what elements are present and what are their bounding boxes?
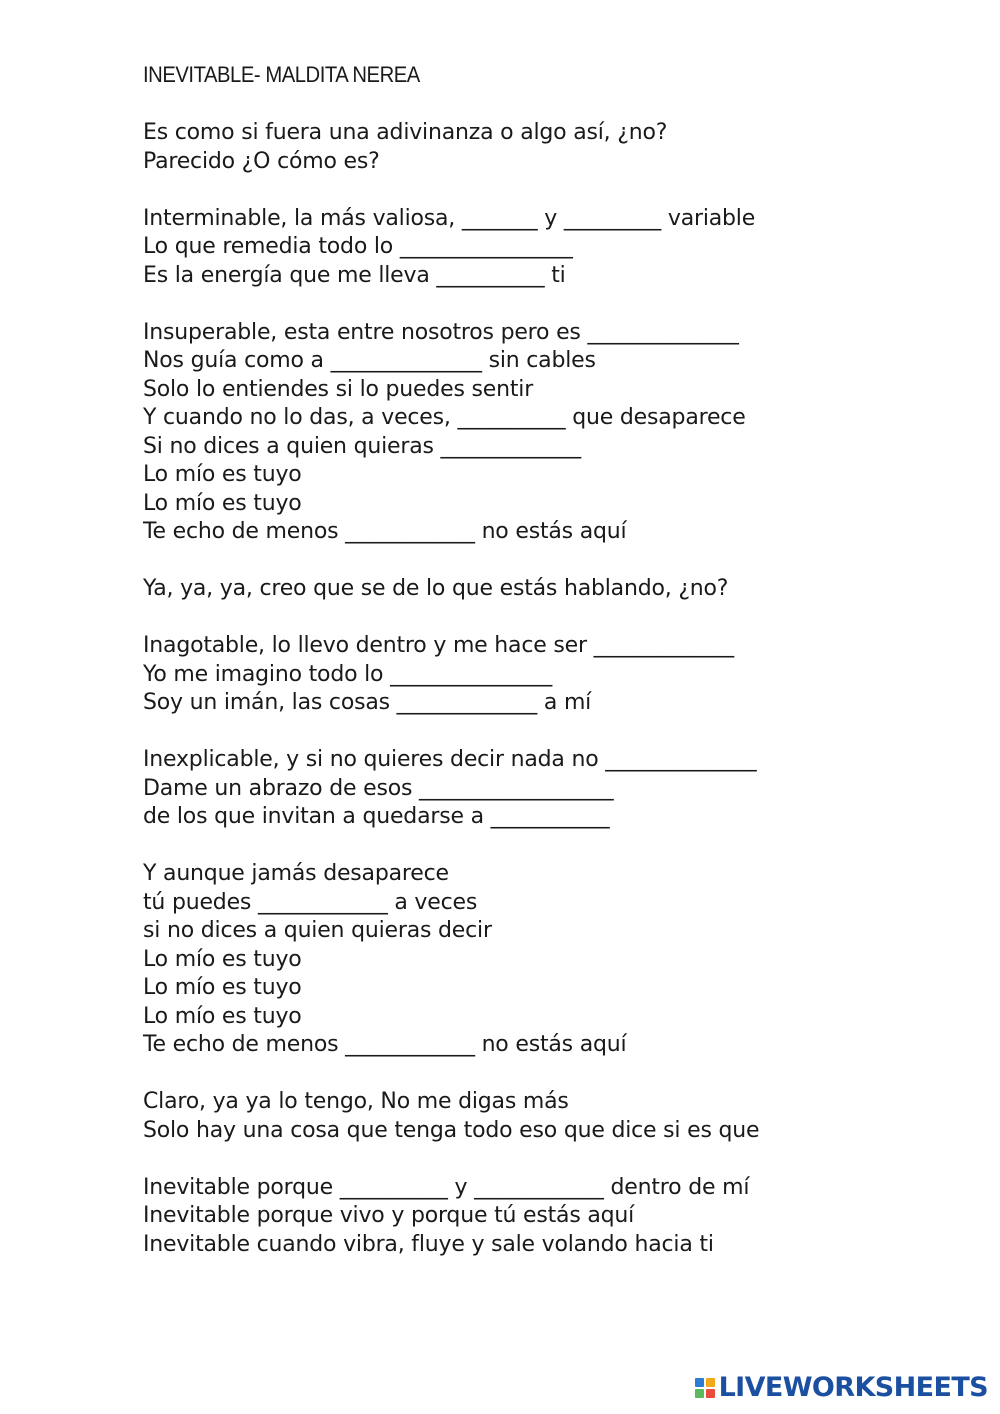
stanza [143,746,963,832]
logo-square [695,1389,704,1398]
lyric-line: Nos guía como a ______________ sin cables [143,348,596,373]
lyric-line: Si no dices a quien quieras _____________ [143,433,581,459]
lyric-line: Lo mío es tuyo [143,462,302,487]
lyric-line: Lo mío es tuyo [143,490,302,516]
lyric-line: Inevitable cuando vibra, fluye y sale volando hacia ti [143,1231,714,1257]
stanza [143,1088,963,1145]
lyric-line: Lo mío es tuyo [143,1003,302,1029]
lyric-line: Solo lo entiendes si lo puedes sentir [143,376,534,402]
liveworksheets-grid-icon [695,1378,715,1398]
lyric-line: Claro, ya ya lo tengo, No me digas más [143,1089,569,1114]
logo-square [695,1378,704,1387]
lyric-line: Y cuando no lo das, a veces, __________ que desaparece [143,405,746,430]
stanza [143,575,963,604]
lyric-line: Lo que remedia todo lo ________________ [143,234,573,259]
lyric-line: Soy un imán, las cosas _____________ a mí [143,690,592,715]
lyric-line: Lo mío es tuyo [143,975,302,1000]
lyric-line: tú puedes ____________ a veces [143,889,478,915]
stanza [143,1174,963,1260]
lyric-line: Yo me imagino todo lo _______________ [143,661,553,687]
stanza [143,119,963,176]
lyric-line: Y aunque jamás desaparece [143,861,449,886]
lyric-line: Interminable, la más valiosa, _______ y _________ variable [143,205,756,231]
stanza [143,205,963,291]
logo-square [706,1389,715,1398]
stanza [143,632,963,718]
lyric-line: Inagotable, lo llevo dentro y me hace ser _____________ [143,633,734,658]
lyric-line: Inexplicable, y si no quieres decir nada no ______________ [143,747,757,772]
song-title: INEVITABLE- MALDITA NEREA [143,62,420,87]
lyric-line: Te echo de menos ____________ no estás aquí [143,519,627,544]
lyrics-body [143,119,963,1288]
lyric-line: si no dices a quien quieras decir [143,918,492,943]
lyric-line: Dame un abrazo de esos __________________ [143,775,614,801]
lyric-line: Es la energía que me lleva __________ ti [143,262,566,288]
stanza [143,319,963,547]
liveworksheets-logo[interactable] [695,1372,988,1403]
lyric-line: de los que invitan a quedarse a ___________ [143,804,610,829]
lyric-line: Insuperable, esta entre nosotros pero es ______________ [143,319,739,345]
logo-square [706,1378,715,1387]
lyric-line: Inevitable porque __________ y ____________ dentro de mí [143,1174,750,1200]
lyric-line: Inevitable porque vivo y porque tú estás aquí [143,1203,635,1228]
lyric-line: Lo mío es tuyo [143,946,302,972]
lyric-line: Te echo de menos ____________ no estás aquí [143,1032,627,1057]
stanza [143,860,963,1060]
logo-text: LIVEWORKSHEETS [718,1372,988,1403]
lyric-line: Parecido ¿O cómo es? [143,148,380,174]
lyric-line: Es como si fuera una adivinanza o algo así, ¿no? [143,120,668,145]
lyric-line: Solo hay una cosa que tenga todo eso que dice si es que [143,1117,760,1143]
lyric-line: Ya, ya, ya, creo que se de lo que estás hablando, ¿no? [143,576,729,601]
